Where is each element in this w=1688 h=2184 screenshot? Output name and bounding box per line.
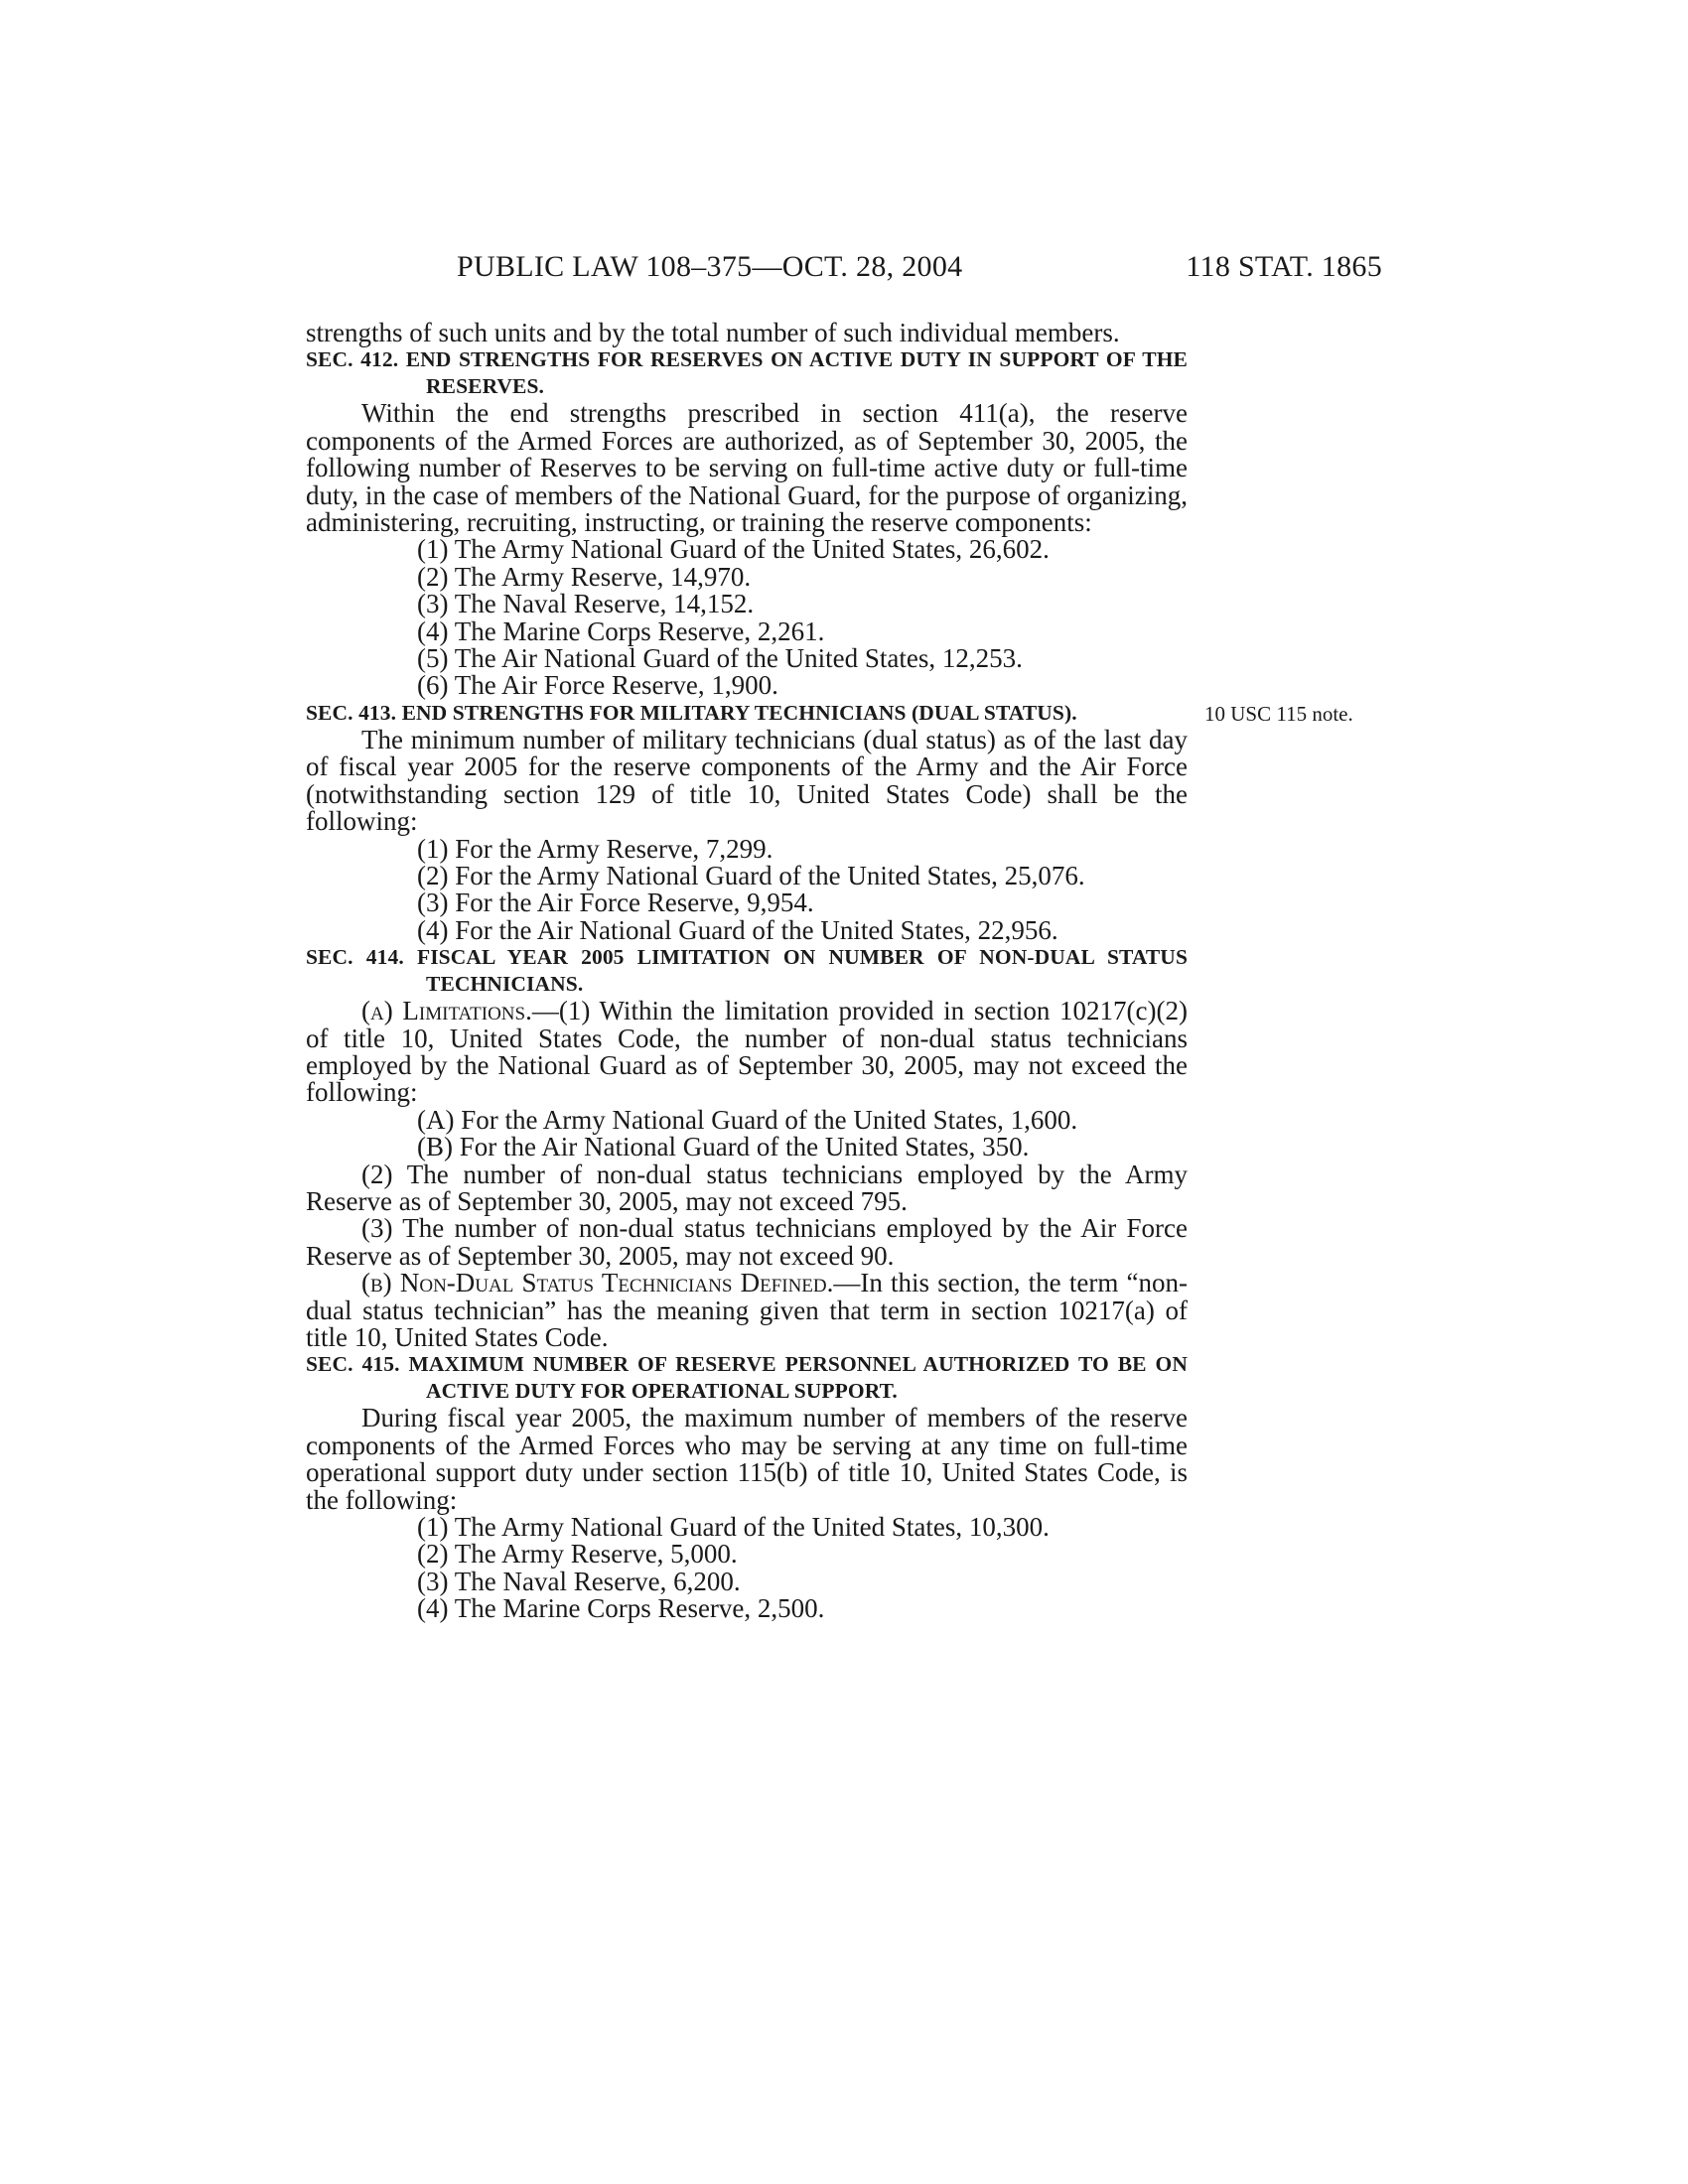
- sec413-intro: The minimum number of military technicians (dual status) as of the last day of fiscal year 2005 for the reserve components of the Army and the Air Force (notwithstanding section 129 of title 10, United States Code) shall be the following:: [306, 724, 1188, 837]
- document-body: [306, 320, 1188, 1623]
- sec413-item-1: (1) For the Army Reserve, 7,299.: [417, 833, 774, 864]
- sec412-item-6: (6) The Air Force Reserve, 1,900.: [417, 670, 778, 701]
- stat-page-number: 118 STAT. 1865: [1186, 250, 1382, 283]
- sec414-b-label: (b) Non-Dual Status Technicians Defined.: [361, 1268, 834, 1298]
- sec412-item-2: (2) The Army Reserve, 14,970.: [417, 561, 752, 592]
- sec414-subsection-b: [306, 1270, 1188, 1351]
- sec414-a-item-B: (B) For the Air National Guard of the United States, 350.: [417, 1132, 1030, 1162]
- sec412-intro: Within the end strengths prescribed in section 411(a), the reserve components of the Armed Forces are authorized, as of September 30, 2005, the following number of Reserves to be serving on full-time active duty or full-time duty, in the case of members of the National Guard, for the purpose of organizing, administering, recruiting, instructing, or training the reserve components:: [306, 398, 1188, 538]
- sec412-item-4: (4) The Marine Corps Reserve, 2,261.: [417, 615, 825, 646]
- sec413-heading: SEC. 413. END STRENGTHS FOR MILITARY TECHNICIANS (DUAL STATUS).: [306, 700, 1077, 725]
- sec415-item-1: (1) The Army National Guard of the United States, 10,300.: [417, 1512, 1050, 1543]
- sec414-paragraph-3: (3) The number of non-dual status technicians employed by the Air Force Reserve as of September 30, 2005, may not exceed 90.: [306, 1213, 1188, 1271]
- sec412-item-3: (3) The Naval Reserve, 14,152.: [417, 589, 755, 619]
- sec412-item-1: (1) The Army National Guard of the United States, 26,602.: [417, 534, 1050, 565]
- sec415-item-4: (4) The Marine Corps Reserve, 2,500.: [417, 1593, 825, 1624]
- sec412-heading: SEC. 412. END STRENGTHS FOR RESERVES ON ACTIVE DUTY IN SUPPORT OF THE RESERVES.: [306, 347, 1188, 399]
- sec413-item-4: (4) For the Air National Guard of the United States, 22,956.: [417, 914, 1058, 945]
- sec415-item-2: (2) The Army Reserve, 5,000.: [417, 1539, 738, 1570]
- sec415-heading: SEC. 415. MAXIMUM NUMBER OF RESERVE PERSONNEL AUTHORIZED TO BE ON ACTIVE DUTY FOR OPERATIONAL SUPPORT.: [306, 1352, 1188, 1404]
- sec414-a-label: (a) Limitations.: [361, 996, 532, 1026]
- margin-note: 10 USC 115 note.: [1204, 701, 1353, 726]
- sec413-item-2: (2) For the Army National Guard of the United States, 25,076.: [417, 860, 1085, 890]
- sec414-subsection-a: [306, 998, 1188, 1107]
- continuation-paragraph: strengths of such units and by the total number of such individual members.: [306, 318, 1120, 347]
- running-head: PUBLIC LAW 108–375—OCT. 28, 2004: [457, 250, 963, 283]
- sec415-item-3: (3) The Naval Reserve, 6,200.: [417, 1566, 741, 1596]
- sec414-paragraph-2: (2) The number of non-dual status technicians employed by the Army Reserve as of September 30, 2005, may not exceed 795.: [306, 1159, 1188, 1216]
- sec413-item-3: (3) For the Air Force Reserve, 9,954.: [417, 887, 814, 918]
- sec414-a-item-A: (A) For the Army National Guard of the United States, 1,600.: [417, 1104, 1078, 1135]
- sec414-b-text: —In this section, the term “non-dual status technician” has the meaning given that term in section 10217(a) of title 10, United States Code.: [306, 1268, 1188, 1352]
- sec414-heading: SEC. 414. FISCAL YEAR 2005 LIMITATION ON NUMBER OF NON-DUAL STATUS TECHNICIANS.: [306, 945, 1188, 997]
- sec415-intro: During fiscal year 2005, the maximum number of members of the reserve components of the Armed Forces who may be serving at any time on full-time operational support duty under section 115(b) of title 10, United States Code, is the following:: [306, 1403, 1188, 1515]
- sec414-a-text: —(1) Within the limitation provided in section 10217(c)(2) of title 10, United States Code, the number of non-dual status technicians employed by the National Guard as of September 30, 2005, may not exceed the following:: [306, 996, 1188, 1108]
- page-header: [0, 250, 1688, 290]
- sec412-item-5: (5) The Air National Guard of the United States, 12,253.: [417, 643, 1023, 674]
